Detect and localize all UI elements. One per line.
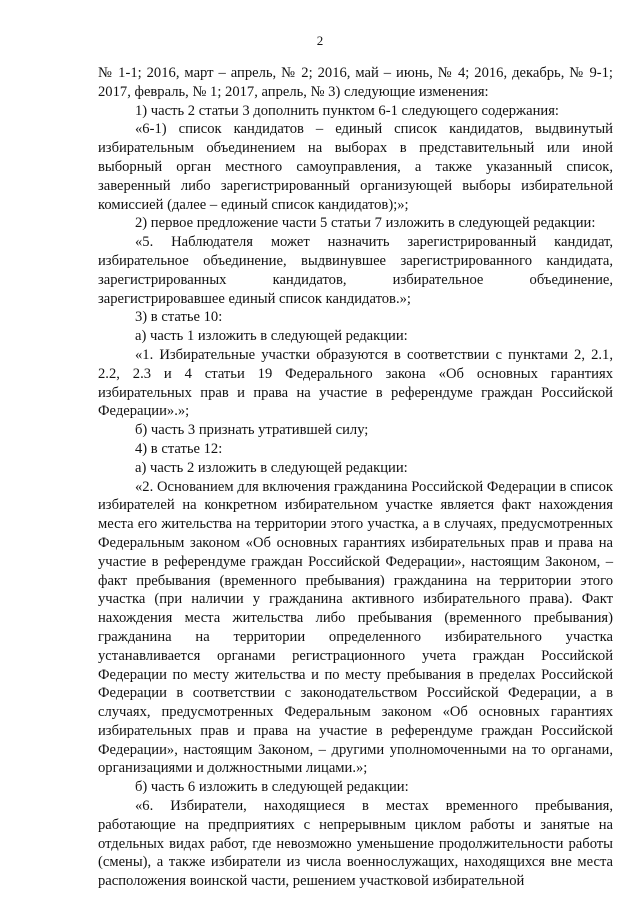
paragraph: 1) часть 2 статьи 3 дополнить пунктом 6-1 следующего содержания: <box>135 102 559 119</box>
paragraph: «2. Основанием для включения гражданина Российской Федерации в список избирателей на конкретном избирательном участке является факт нахождения места его жительства на территории этого участка, а в случаях, предусмотренных Федеральным законом «Об основных гарантиях избирательных прав и права на участие в референдуме граждан Российской Федерации», настоящим Законом, – факт пребывания (временного пребывания) гражданина на территории этого участка (при наличии у гражданина активного избирательного права). Факт нахождения места жительства либо пребывания (временного пребывания) гражданина на территории определенного избирательного участка устанавливается органами регистрационного учета граждан Российской Федерации по месту жительства и по месту пребывания в пределах Российской Федерации в соответствии с законодательством Российской Федерации, а в случаях, предусмотренных Федеральным законом «Об основных гарантиях избирательных прав и права на участие в референдуме граждан Российской Федерации», настоящим Законом, – другими уполномоченными на то органами, организациями и должностными лицами.»; <box>98 478 613 777</box>
paragraph: а) часть 1 изложить в следующей редакции: <box>135 328 408 345</box>
paragraph: «6. Избиратели, находящиеся в местах временного пребывания, работающие на предприятиях с непрерывным циклом работы и занятые на отдельных видах работ, где невозможно уменьшение продолжительности работы (смены), а также избиратели из числа военнослужащих, находящихся вне места расположения воинской части, решением участковой избирательной <box>98 798 613 890</box>
paragraph: «6-1) список кандидатов – единый список кандидатов, выдвинутый избирательным объединением на выборах в представительный или иной выборный орган местного самоуправления, а также указанный список, заверенный либо зарегистрированный организующей выборы избирательной комиссией (далее – единый список кандидатов);»; <box>98 121 613 213</box>
paragraph: 3) в статье 10: <box>135 309 223 326</box>
paragraph: 4) в статье 12: <box>135 440 223 457</box>
paragraph: а) часть 2 изложить в следующей редакции: <box>135 459 408 476</box>
page-number: 2 <box>316 33 324 48</box>
paragraph: 2) первое предложение части 5 статьи 7 изложить в следующей редакции: <box>135 215 596 232</box>
paragraph: б) часть 3 признать утратившей силу; <box>135 422 369 439</box>
paragraph: «1. Избирательные участки образуются в соответствии с пунктами 2, 2.1, 2.2, 2.3 и 4 статьи 19 Федерального закона «Об основных гарантиях избирательных прав и права на участие в референдуме граждан Российской Федерации».»; <box>98 346 613 420</box>
paragraph: № 1-1; 2016, март – апрель, № 2; 2016, май – июнь, № 4; 2016, декабрь, № 9-1; 2017, февраль, № 1; 2017, апрель, № 3) следующие изменения: <box>98 65 613 100</box>
paragraph: «5. Наблюдателя может назначить зарегистрированный кандидат, избирательное объединение, выдвинувшее зарегистрированного кандидата, зарегистрированных кандидатов, избирательное объединение, зарегистрировавшее единый список кандидатов.»; <box>98 234 613 307</box>
paragraph: б) часть 6 изложить в следующей редакции: <box>135 779 409 796</box>
document-body <box>98 64 613 891</box>
